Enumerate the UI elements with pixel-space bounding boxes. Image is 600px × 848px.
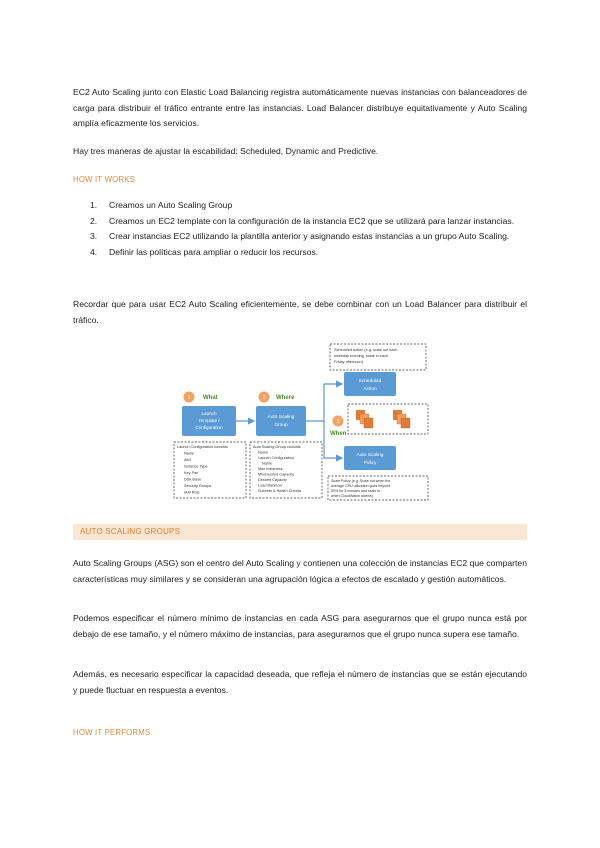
scaling-policy-box: [344, 446, 396, 470]
asg-section-band: [73, 524, 527, 540]
launch-list-title: Launch Configuration consists: [177, 445, 228, 449]
policy-note-line-3: 50% for 3 minutes and scale in: [331, 489, 381, 493]
where-label: Where: [276, 395, 295, 401]
scheduled-action-box: [344, 372, 396, 396]
what-label: What: [203, 395, 218, 401]
asg-list-item: Launch Configuration: [258, 456, 295, 460]
intro-paragraph-2: Hay tres maneras de ajustar la escabilidad: Scheduled, Dynamic and Predictive.: [73, 146, 379, 156]
launch-list-item: Name: [184, 451, 195, 456]
how-it-performs-heading: HOW IT PERFORMS: [73, 728, 151, 737]
asg-paragraph-2: Podemos especificar el número mínimo de instancias en cada ASG para asegurarnos que el grupo nunca está por debajo de ese tamaño, y el número máximo de instancias, para asegurarnos que el grupo nunca supera ese tamaño.: [73, 613, 527, 639]
launch-list-item: IAM Role: [184, 490, 200, 495]
scheduled-box-line-2: Action: [363, 387, 377, 392]
step-1-number: 1: [187, 395, 191, 401]
asg-list-item: Load Balancer: [258, 483, 283, 488]
step-2-number: 2: [262, 395, 266, 401]
asg-list-item: Min/Desired Capacity: [258, 472, 295, 477]
intro-paragraph-1: EC2 Auto Scaling junto con Elastic Load Balancing registra automáticamente nuevas instancias con balanceadores de carga para distribuir el tráfico entrante entre las instancias. Load Balancer distribuye equitativamente y Auto Scaling amplía eficazmente los servicios.: [73, 87, 527, 128]
scheduled-note-line-2: weekday morning, scale in each: [334, 354, 389, 358]
auto-scaling-diagram: [172, 340, 434, 502]
asg-box: [256, 406, 306, 436]
asg-list-item: Name: [258, 450, 269, 455]
scheduled-note-line-3: Friday afternoon): [334, 360, 363, 364]
launch-box-line-2: Template /: [198, 418, 220, 423]
instance-icon: [401, 418, 410, 428]
how-it-works-heading: HOW IT WORKS: [73, 175, 136, 184]
instance-icon: [364, 418, 373, 428]
asg-box-line-2: Group: [274, 423, 288, 428]
policy-box-line-1: Auto Scaling: [356, 453, 384, 458]
steps-list: [73, 198, 527, 260]
policy-note-line-2: average CPU utilization goes beyond: [331, 484, 391, 488]
asg-list-title: Auto Scaling Group consists: [253, 445, 301, 449]
launch-box-line-3: Configuration: [195, 425, 223, 430]
launch-list-item: Security Groups: [184, 484, 212, 488]
note-paragraph: Recordar que para usar EC2 Auto Scaling eficientemente, se debe combinar con un Load Balancer para distribuir el tráfico.: [73, 299, 527, 325]
list-item: 2. Creamos un EC2 template con la configuración de la instancia EC2 que se utilizará para lanzar instancias.: [90, 215, 515, 226]
list-item: 3. Crear instancias EC2 utilizando la plantilla anterior y asignando estas instancias a un grupo Auto Scaling.: [90, 231, 510, 241]
launch-list-item: Key Pair: [184, 471, 199, 475]
asg-list-item: Name: [262, 461, 273, 466]
scheduled-box-line-1: Scheduled: [358, 379, 382, 384]
scheduled-note-line-1: Scheduled Action (e.g. scale out each: [334, 348, 398, 352]
launch-list-item: Disk Base: [184, 477, 202, 482]
launch-list-item: Instance Type: [184, 464, 208, 469]
asg-paragraph-1: Auto Scaling Groups (ASG) son el centro del Auto Scaling y contienen una colección de instancias EC2 que comparten características muy similares y se consideran una agrupación lógica a efectos de escalado y gestión automáticos.: [73, 558, 527, 584]
policy-box-line-2: Policy: [363, 461, 377, 466]
list-item: 4. Definir las políticas para ampliar o reducir los recursos.: [90, 246, 319, 257]
step-3-number: 3: [336, 419, 340, 425]
asg-list-item: Max Instances: [258, 467, 283, 471]
policy-note-line-1: Scale Policy (e.g. Scale out when the: [331, 479, 391, 483]
policy-note-line-4: when CloudWatch alarms): [331, 494, 374, 498]
list-item: 1. Creamos un Auto Scaling Group: [90, 200, 233, 210]
asg-section-heading: AUTO SCALING GROUPS: [80, 527, 181, 536]
asg-box-line-1: Auto Scaling: [267, 415, 295, 420]
asg-list-item: Subnets & Health Checks: [258, 489, 302, 493]
asg-list-item: Desired Capacity: [258, 478, 287, 482]
when-label: When: [330, 431, 347, 437]
launch-list-item: AMI: [184, 458, 191, 462]
launch-box-line-1: Launch: [201, 411, 217, 416]
asg-paragraph-3: Además, es necesario especificar la capacidad deseada, que refleja el número de instancias que se están ejecutando y puede fluctuar en respuesta a eventos.: [73, 669, 527, 695]
